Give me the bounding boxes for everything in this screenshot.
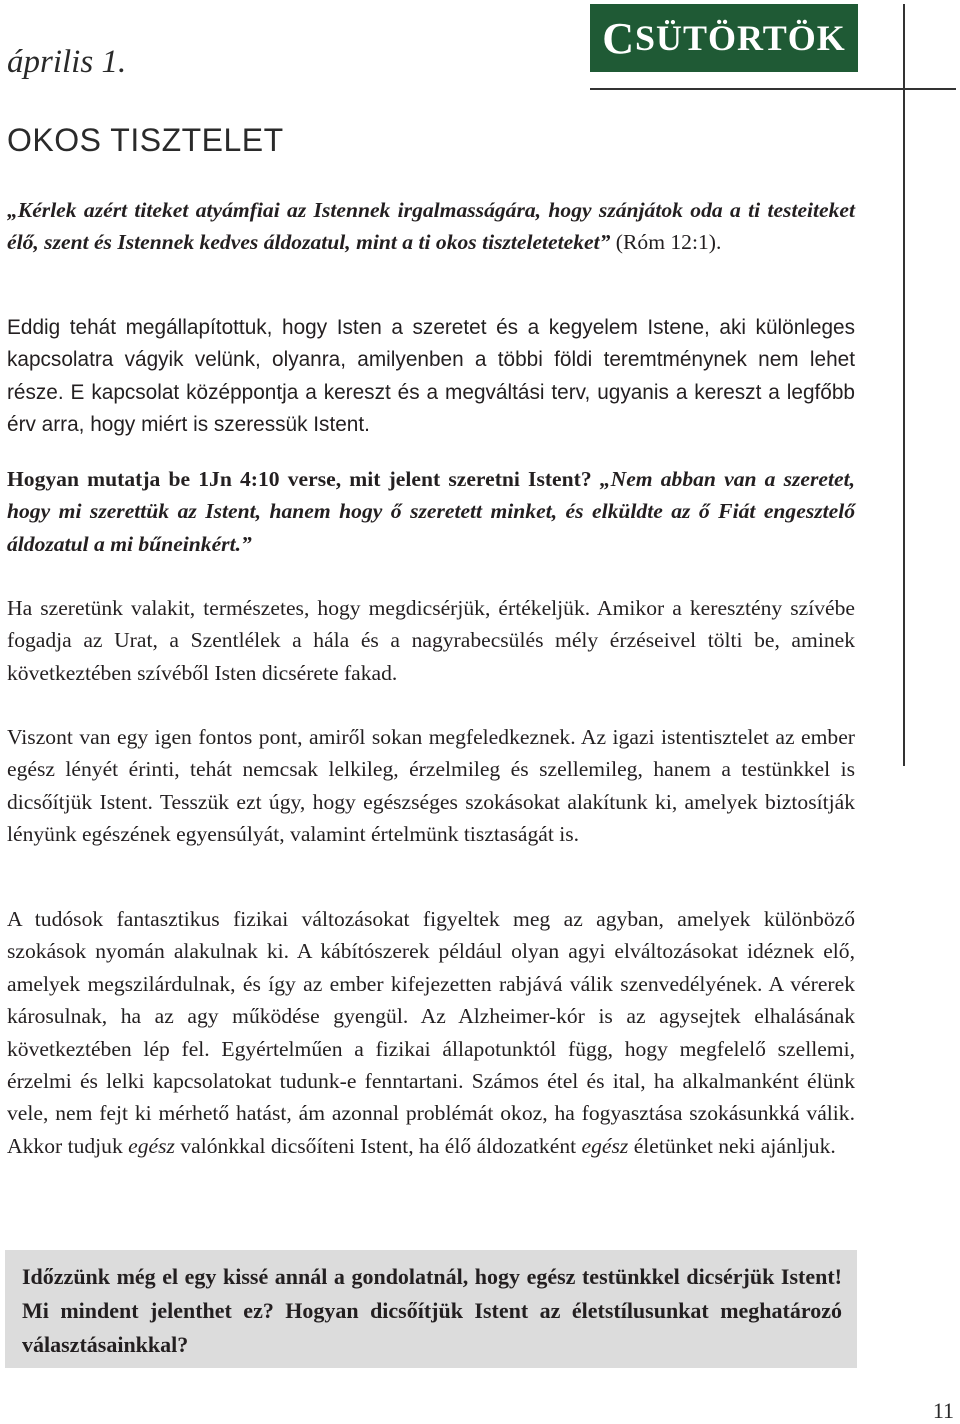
page-title: OKOS TISZTELET (7, 122, 284, 158)
emphasis-egesz-1: egész (128, 1133, 175, 1158)
question-paragraph (7, 463, 855, 560)
paragraph-4 (7, 903, 855, 1162)
verse-text: „Kérlek azért titeket atyámfiai az Istennek irgalmasságára, hogy szánjátok oda a ti testeiteket élő, szent és Istennek kedves áldozatul, mint a ti okos tiszteleteteket” (7, 198, 855, 255)
paragraph-1: Eddig tehát megállapítottuk, hogy Isten a szeretet és a kegyelem Istene, aki különleges kapcsolatra vágyik velünk, olyanra, amilyenben a többi földi teremtménynek nem lehet része. E kapcsolat középpontja a kereszt és a megváltási terv, ugyanis a kereszt a legfőbb érv arra, hogy miért is szeressük Istent. (7, 316, 855, 437)
verse-reference: (Róm 12:1). (610, 230, 722, 255)
date-label: április 1. (7, 44, 127, 80)
day-initial: C (602, 13, 635, 63)
verse-paragraph (7, 194, 855, 259)
callout-text: Időzzünk még el egy kissé annál a gondolatnál, hogy egész testünkkel dicsérjük Istent! Mi mindent jelenthet ez? Hogyan dicsőítjük Istent az életstílusunkat meghatározó választásainkkal? (22, 1264, 842, 1357)
paragraph-2: Ha szeretünk valakit, természetes, hogy megdicsérjük, értékeljük. Amikor a keresztény szívébe fogadja az Urat, a Szentlélek a hála és a nagyrabecsülés mély érzéseivel tölti be, aminek következtében szívéből Isten dicsérete fakad. (7, 596, 855, 685)
day-name: SÜTÖRTÖK (635, 18, 846, 58)
day-banner (590, 4, 858, 72)
paragraph-4-part-3: életünket neki ajánljuk. (628, 1133, 836, 1158)
header-divider (590, 88, 956, 90)
paragraph-3: Viszont van egy igen fontos pont, amiről sokan megfeledkeznek. Az igazi istentisztelet az ember egész lényét érinti, tehát nemcsak lelkileg, érzelmileg és szellemileg, hanem a testünkkel is dicsőítjük Istent. Tesszük ezt úgy, hogy egészséges szokásokat alakítunk ki, amelyek biztosítják lényünk egészének egyensúlyát, valamint értelmünk tisztaságát is. (7, 725, 855, 847)
paragraph-4-part-1: A tudósok fantasztikus fizikai változásokat figyeltek meg az agyban, amelyek különböző szokások nyomán alakulnak ki. A kábítószerek például olyan agyi elváltozásokat idéznek elő, amelyek megszilárdulnak, és így az ember kifejezetten rabjává válik szenvedélyének. A vérerek károsulnak, ha az agy működése gyengül. Az Alzheimer-kór is az agysejtek elhalásának következtében lép fel. Egyértelműen a fizikai állapotunktól függ, hogy megfelelő szellemi, érzelmi és lelki kapcsolatokat tudunk-e fenntartani. Számos étel és ital, ha alkalmanként élünk vele, nem fejt ki mérhető hatást, ám azonnal problémát okoz, ha fogyasztása szokásunkká válik. Akkor tudjuk (7, 907, 855, 1158)
page-number: 11 (932, 1398, 954, 1423)
paragraph-4-part-2: valónkkal dicsőíteni Istent, ha élő áldozatként (174, 1133, 582, 1158)
emphasis-egesz-2: egész (581, 1133, 629, 1158)
question-quote: „Nem abban van a szeretet, hogy mi szerettük az Istent, hanem hogy ő szeretett minket, és elküldte az ő Fiát engesztelő áldozatul a mi bűneinkért.” (7, 467, 855, 556)
question-text: Hogyan mutatja be 1Jn 4:10 verse, mit jelent szeretni Istent? (7, 467, 592, 491)
margin-rule (903, 4, 905, 766)
